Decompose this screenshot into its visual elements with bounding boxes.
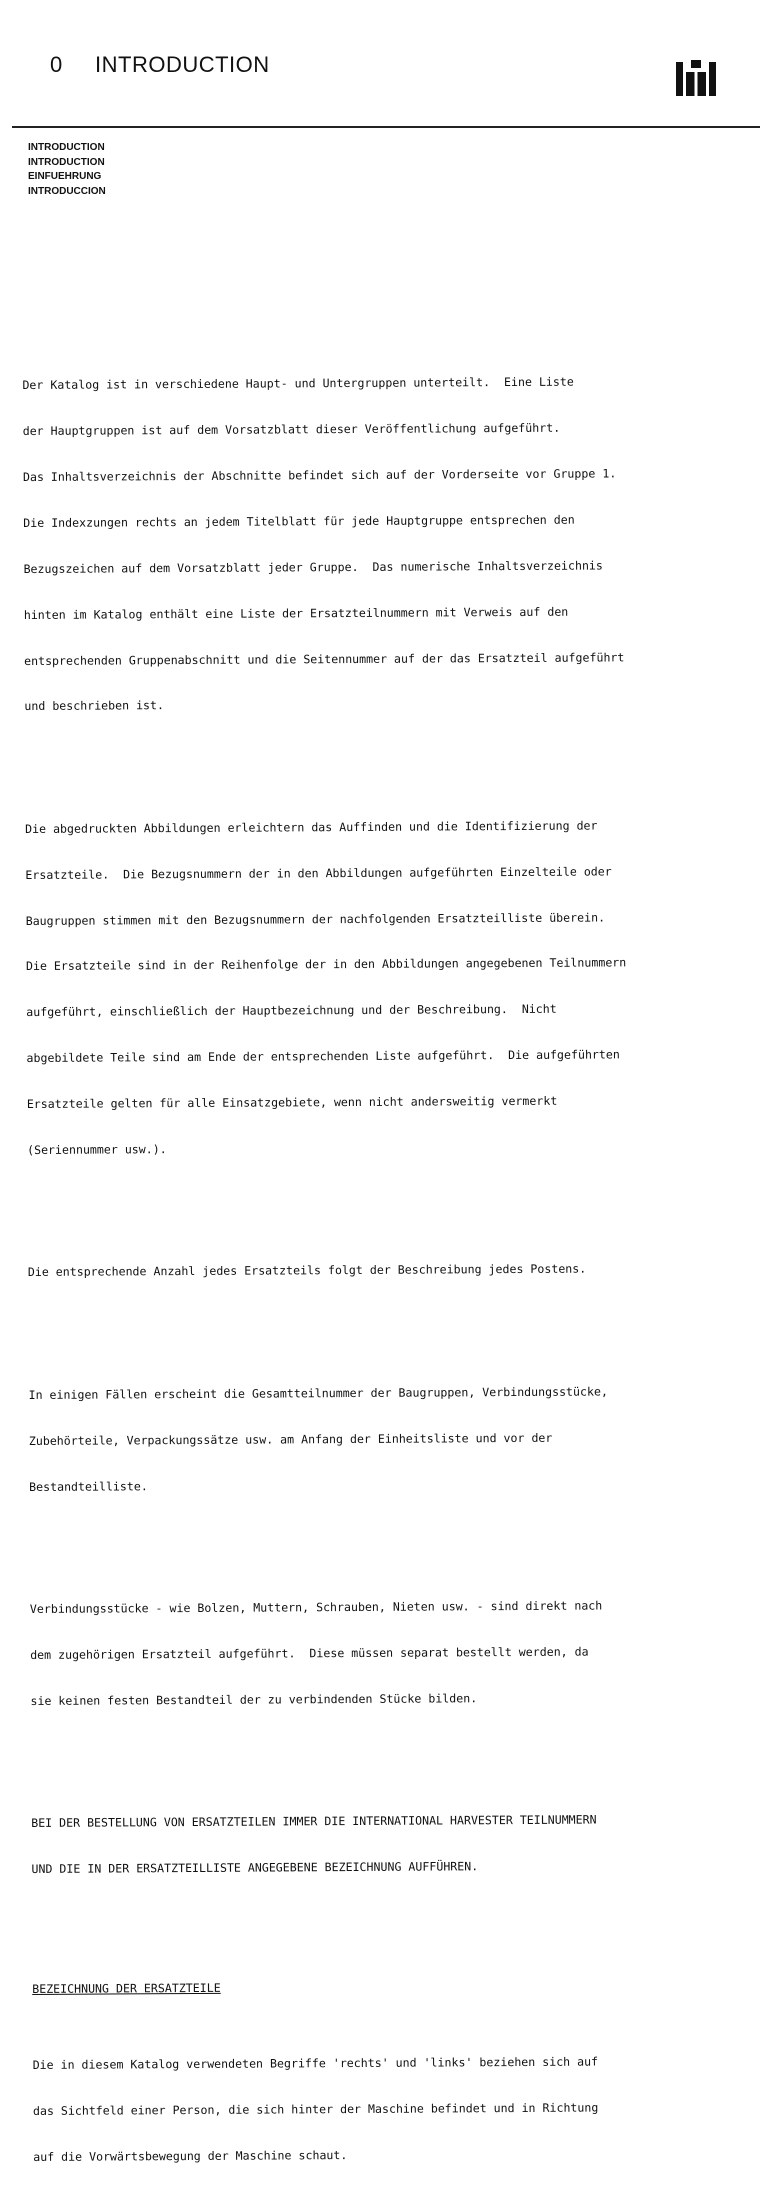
text-line: entsprechenden Gruppenabschnitt und die Seitennummer auf der das Ersatzteil aufgeführt — [24, 649, 625, 668]
text-line: Ersatzteile. Die Bezugsnummern der in den Abbildungen aufgeführten Einzelteile oder — [25, 864, 612, 882]
paragraph-quantity — [28, 1230, 768, 1311]
paragraph-orientation — [32, 2023, 773, 2196]
paragraph-fasteners — [30, 1567, 771, 1740]
language-label-en: INTRODUCTION — [28, 142, 105, 153]
text-line: abgebildete Teile sind am Ende der entsprechenden Liste aufgeführt. Die aufgeführten — [26, 1047, 620, 1066]
paragraph-illustrations — [25, 787, 767, 1189]
text-line: Zubehörteile, Verpackungssätze usw. am Anfang der Einheitsliste und vor der — [28, 1430, 553, 1448]
ih-logo-icon — [676, 60, 716, 96]
paragraph-ordering-notice — [31, 1781, 772, 1908]
language-label-de: EINFUEHRUNG — [28, 171, 102, 182]
text-line: das Sichtfeld einer Person, die sich hinter der Maschine befindet und in Richtung — [32, 2100, 599, 2119]
text-line: Der Katalog ist in verschiedene Haupt- und Untergruppen unterteilt. Eine Liste — [22, 374, 574, 393]
text-line: Die abgedruckten Abbildungen erleichtern das Auffinden und die Identifizierung der — [25, 818, 598, 836]
language-label-fr: INTRODUCTION — [28, 156, 105, 168]
text-line: Das Inhaltsverzeichnis der Abschnitte befindet sich auf der Vorderseite vor Gruppe 1. — [22, 466, 617, 484]
text-line: auf die Vorwärtsbewegung der Maschine schaut. — [33, 2148, 348, 2164]
page-title: INTRODUCTION — [95, 52, 270, 77]
text-line: Verbindungsstücke - wie Bolzen, Muttern, Schrauben, Nieten usw. - sind direkt nach — [29, 1598, 603, 1616]
section-heading: BEZEICHNUNG DER ERSATZTEILE — [32, 1980, 221, 1996]
text-line: Bezugszeichen auf dem Vorsatzblatt jeder Gruppe. Das numerische Inhaltsverzeichnis — [23, 558, 603, 576]
text-line: der Hauptgruppen ist auf dem Vorsatzblatt dieser Veröffentlichung aufgeführt. — [22, 420, 561, 439]
language-label-es: INTRODUCCION — [28, 185, 106, 197]
text-line: hinten im Katalog enthält eine Liste der Ersatzteilnummern mit Verweis auf den — [23, 604, 569, 622]
page-number: 0 — [50, 52, 63, 77]
text-line: In einigen Fällen erscheint die Gesamtteilnummer der Baugruppen, Verbindungsstücke, — [28, 1384, 608, 1402]
text-line: Bestandteilliste. — [29, 1478, 148, 1494]
text-line: und beschrieben ist. — [24, 698, 165, 714]
header-divider — [12, 126, 760, 128]
text-line: UND DIE IN DER ERSATZTEILLISTE ANGEGEBENE BEZEICHNUNG AUFFÜHREN. — [31, 1859, 479, 1876]
text-line: Ersatzteile gelten für alle Einsatzgebiete, wenn nicht andersweitig vermerkt — [26, 1093, 558, 1112]
paragraph-assemblies — [28, 1353, 769, 1526]
text-line: dem zugehörigen Ersatzteil aufgeführt. Diese müssen separat bestellt werden, da — [30, 1644, 589, 1662]
body-text — [22, 312, 774, 2211]
language-list — [28, 141, 106, 199]
text-line: Die entsprechende Anzahl jedes Ersatzteils folgt der Beschreibung jedes Postens. — [27, 1261, 587, 1280]
text-line: sie keinen festen Bestandteil der zu verbindenden Stücke bilden. — [30, 1690, 478, 1708]
text-line: Die Indexzungen rechts an jedem Titelblatt für jede Hauptgruppe entsprechen den — [23, 512, 575, 530]
text-line: aufgeführt, einschließlich der Hauptbezeichnung und der Beschreibung. Nicht — [26, 1002, 557, 1020]
text-line: (Seriennummer usw.). — [27, 1142, 167, 1158]
text-line: Die in diesem Katalog verwendeten Begriffe 'rechts' und 'links' beziehen sich auf — [32, 2054, 599, 2073]
paragraph-catalog-structure — [22, 343, 764, 745]
text-line: BEI DER BESTELLUNG VON ERSATZTEILEN IMMER DIE INTERNATIONAL HARVESTER TEILNUMMERN — [31, 1812, 597, 1831]
text-line: Baugruppen stimmen mit den Bezugsnummern der nachfolgenden Ersatzteilliste überein. — [25, 910, 606, 928]
text-line: Die Ersatzteile sind in der Reihenfolge der in den Abbildungen angegebenen Teilnummern — [25, 955, 627, 974]
